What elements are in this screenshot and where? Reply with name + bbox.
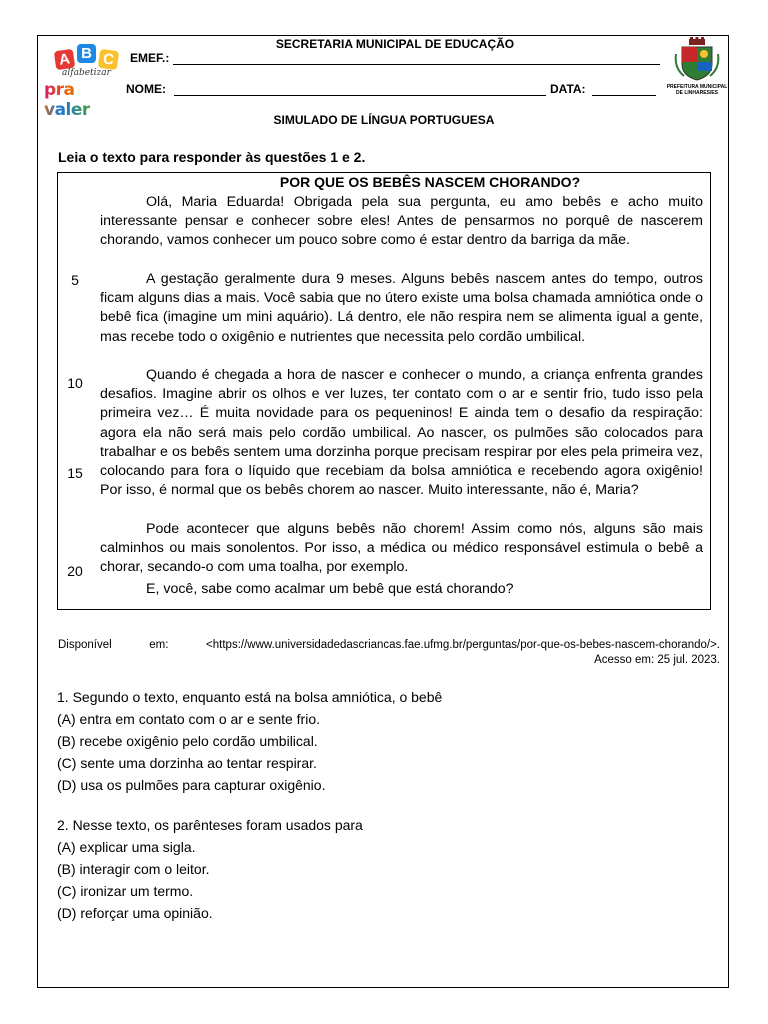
emef-field[interactable]: [173, 64, 660, 65]
question-2-stem: 2. Nesse texto, os parênteses foram usados para: [57, 817, 363, 833]
secretaria-title: SECRETARIA MUNICIPAL DE EDUCAÇÃO: [275, 37, 515, 51]
question-1-option-b[interactable]: (B) recebe oxigênio pelo cordão umbilical.: [57, 733, 318, 749]
logo-letter-c: C: [98, 49, 119, 70]
line-number-15: 15: [67, 465, 83, 481]
line-number-10: 10: [67, 375, 83, 391]
question-1-stem: 1. Segundo o texto, enquanto está na bolsa amniótica, o bebê: [57, 689, 443, 705]
logo-letter-a: A: [54, 49, 75, 70]
logo-slogan-text: pra valer: [44, 80, 90, 120]
logo-letter-b: B: [77, 44, 96, 63]
alfabetizar-pra-valer-logo: [44, 42, 124, 120]
text-paragraph-4: Pode acontecer que alguns bebês não chorem! Assim como nós, alguns são mais calminhos ou mais sonolentos. Por isso, a médica ou médico responsável estimula o bebê a chorar, secando-o com uma toalha, por exemplo.: [100, 521, 703, 576]
question-1: [57, 686, 442, 796]
question-1-option-a[interactable]: (A) entra em contato com o ar e sente frio.: [57, 711, 321, 727]
source-available: Disponível em: <https://www.universidadedascriancas.fae.ufmg.br/perguntas/por-que-os-bebes-nascem-chorando/>.: [58, 639, 720, 651]
text-paragraph-1: Olá, Maria Eduarda! Obrigada pela sua pergunta, eu amo bebês e acho muito interessante pensar e conhecer sobre eles! Antes de pensarmos no porquê de nascerem chorando, vamos conhecer um pouco sobre como é estar dentro da barriga da mãe.: [100, 194, 703, 249]
coat-of-arms-icon: [664, 36, 730, 84]
source-citation: [58, 638, 720, 668]
text-paragraph-3: Quando é chegada a hora de nascer e conhecer o mundo, a criança enfrenta grandes desafios. Imagine abrir os olhos e ver luzes, ter contato com o ar e sentir frio, tudo isso pela primeira vez… É muita novidade para os pequeninos! E ainda tem o desafio da respiração: agora ela não será mais pelo cordão umbilical. Ao nascer, os pulmões são colocados para trabalhar e os bebês sentem uma dorzinha porque precisam respirar por eles pela primeira vez, colocando para fora o líquido que recebiam da bolsa amniótica e recebendo agora oxigênio! Por isso, é normal que os bebês chorem ao nascer. Muito interessante, não é, Maria?: [100, 367, 703, 499]
instruction: Leia o texto para responder às questões 1 e 2.: [58, 149, 366, 165]
line-number-5: 5: [71, 272, 79, 288]
question-2-option-b[interactable]: (B) interagir com o leitor.: [57, 861, 210, 877]
question-1-option-d[interactable]: (D) usa os pulmões para capturar oxigênio.: [57, 777, 326, 793]
logo-subtitle: alfabetizar: [62, 68, 111, 78]
text-paragraph-2: A gestação geralmente dura 9 meses. Alguns bebês nascem antes do tempo, outros ficam alguns dias a mais. Você sabia que no útero existe uma bolsa chamada amniótica onde o bebê fica (imagine um mini aquário). Lá dentro, ele não respira nem se alimenta igual a gente, mas recebe todo o oxigênio e nutrientes que necessita pelo cordão umbilical.: [100, 271, 703, 345]
text-title: POR QUE OS BEBÊS NASCEM CHORANDO?: [279, 174, 581, 190]
data-field[interactable]: [592, 95, 656, 96]
question-2-option-a[interactable]: (A) explicar uma sigla.: [57, 839, 196, 855]
text-paragraph-5: E, você, sabe como acalmar um bebê que está chorando?: [146, 581, 514, 597]
question-1-option-c[interactable]: (C) sente uma dorzinha ao tentar respirar.: [57, 755, 317, 771]
question-2-option-d[interactable]: (D) reforçar uma opinião.: [57, 905, 213, 921]
question-2-option-c[interactable]: (C) ironizar um termo.: [57, 883, 194, 899]
nome-field[interactable]: [174, 95, 546, 96]
prefeitura-caption: PREFEITURA MUNICIPAL DE LINHARES/ES: [666, 84, 728, 96]
source-access: Acesso em: 25 jul. 2023.: [594, 654, 720, 666]
emef-label: EMEF.:: [130, 51, 170, 65]
question-2: [57, 814, 363, 924]
line-number-20: 20: [67, 563, 83, 579]
data-label: DATA:: [550, 82, 586, 96]
simulado-title: SIMULADO DE LÍNGUA PORTUGUESA: [273, 113, 495, 127]
prefeitura-linhares-logo: [664, 36, 730, 102]
nome-label: NOME:: [126, 82, 166, 96]
